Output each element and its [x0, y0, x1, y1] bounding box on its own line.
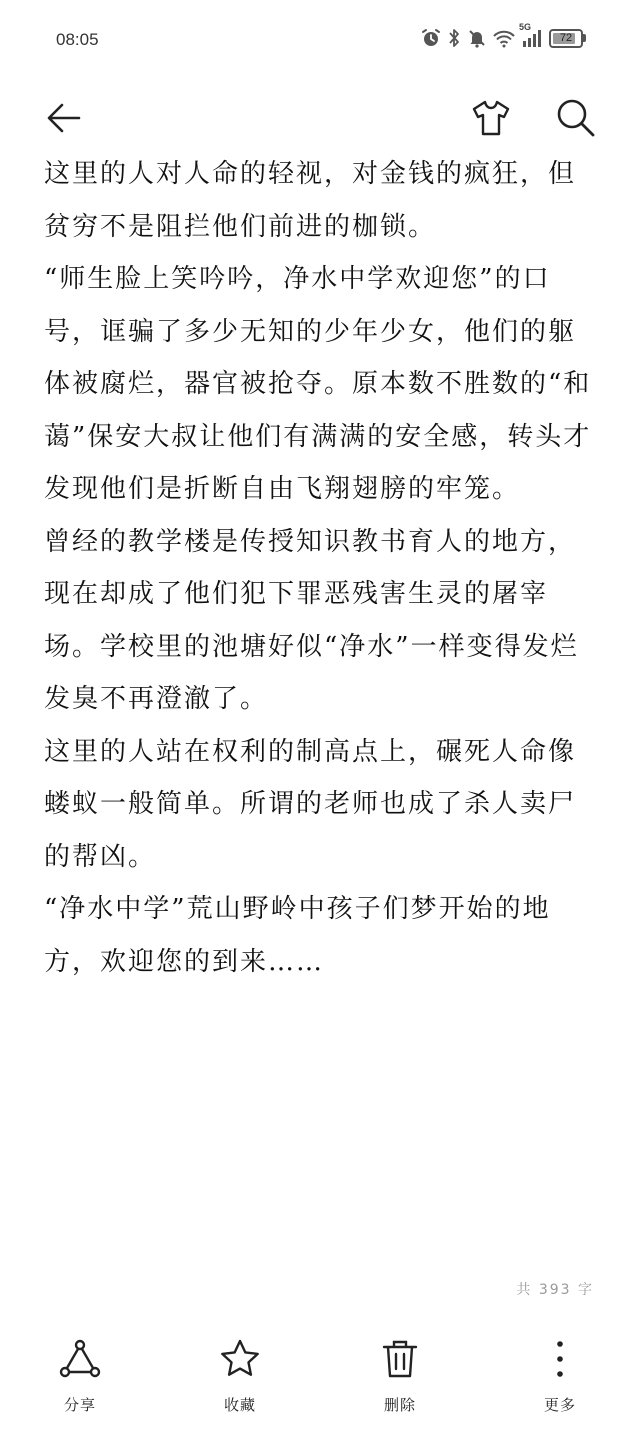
- back-button[interactable]: [34, 90, 94, 150]
- note-paragraph: “师生脸上笑吟吟，净水中学欢迎您”的口号，诓骗了多少无知的少年少女，他们的躯体被腐烂，器官被抢夺。原本数不胜数的“和蔼”保安大叔让他们有满满的安全感，转头才发现他们是折断自由飞翔翅膀的牢笼。: [44, 264, 592, 504]
- alarm-icon: [421, 28, 441, 48]
- note-paragraph: 这里的人对人命的轻视，对金钱的疯狂，但贫穷不是阻拦他们前进的枷锁。: [44, 159, 577, 242]
- search-icon: [555, 97, 597, 143]
- word-count: 共 393 字: [516, 1282, 594, 1298]
- status-icons: [421, 22, 586, 48]
- theme-shirt-icon: [470, 97, 512, 143]
- more-dots-icon: [539, 1338, 581, 1384]
- note-paragraph: “净水中学”荒山野岭中孩子们梦开始的地方，欢迎您的到来……: [44, 894, 551, 977]
- toolbar: [0, 90, 640, 150]
- favorite-button[interactable]: [195, 1338, 285, 1415]
- search-button[interactable]: [546, 90, 606, 150]
- battery-icon: [549, 29, 586, 48]
- share-button[interactable]: [35, 1338, 125, 1415]
- back-arrow-icon: [44, 98, 84, 142]
- share-label: 分享: [63, 1396, 96, 1414]
- trash-icon: [379, 1338, 421, 1384]
- status-time: 08:05: [56, 30, 99, 49]
- status-bar: [0, 0, 640, 80]
- note-paragraph: 曾经的教学楼是传授知识教书育人的地方，现在却成了他们犯下罪恶残害生灵的屠宰场。学校里的池塘好似“净水”一样变得发烂发臭不再澄澈了。: [44, 526, 579, 714]
- theme-button[interactable]: [461, 90, 521, 150]
- bluetooth-icon: [447, 28, 461, 48]
- share-icon: [59, 1338, 101, 1384]
- battery-level: 72: [559, 32, 573, 44]
- more-label: 更多: [543, 1396, 576, 1414]
- note-paragraph: 这里的人站在权利的制高点上，碾死人命像蝼蚁一般简单。所谓的老师也成了杀人卖尸的帮凶。: [44, 736, 577, 872]
- network-type: 5G: [519, 22, 532, 32]
- favorite-label: 收藏: [223, 1396, 256, 1414]
- star-icon: [219, 1338, 261, 1384]
- delete-label: 删除: [383, 1396, 416, 1414]
- note-content[interactable]: [44, 148, 596, 1028]
- signal-icon: [519, 22, 543, 48]
- delete-button[interactable]: [355, 1338, 445, 1415]
- wifi-icon: [493, 28, 515, 48]
- bottom-nav: [0, 1338, 640, 1428]
- more-button[interactable]: [515, 1338, 605, 1415]
- mute-icon: [467, 28, 487, 48]
